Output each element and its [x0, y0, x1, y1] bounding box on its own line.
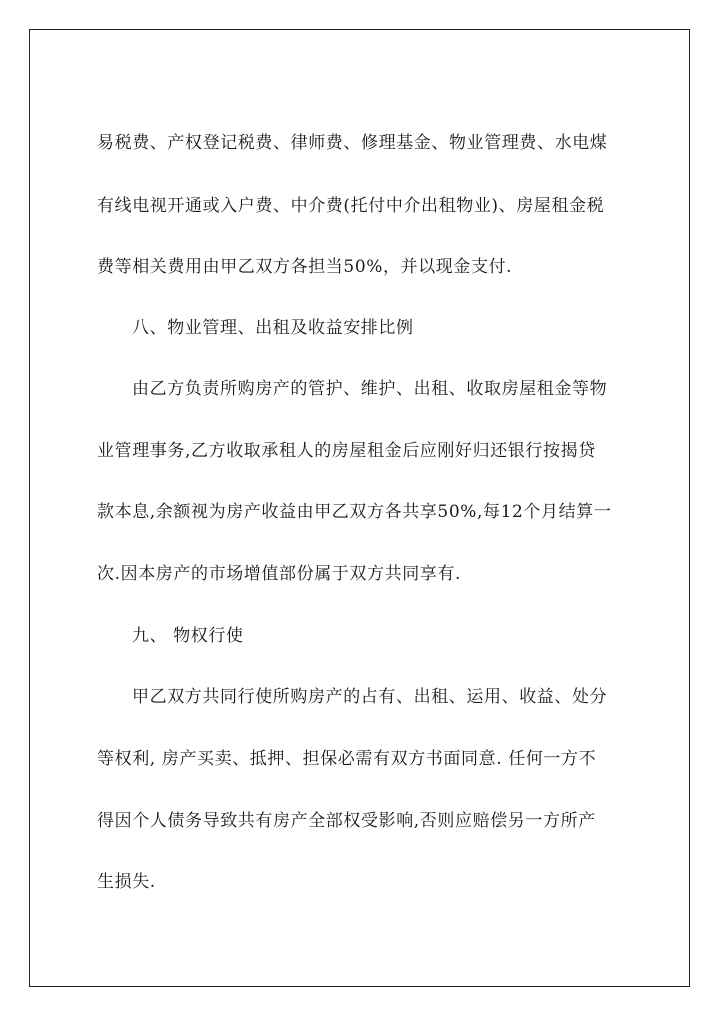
paragraph-line: 生损失. — [97, 872, 156, 892]
paragraph-line: 次.因本房产的市场增值部份属于双方共同享有. — [97, 564, 462, 584]
paragraph-line: 甲乙双方共同行使所购房产的占有、出租、运用、收益、处分 — [132, 687, 608, 707]
paragraph-line: 等权利, 房产买卖、抵押、担保必需有双方书面同意. 任何一方不 — [97, 749, 597, 769]
paragraph-line: 得因个人债务导致共有房产全部权受影响,否则应赔偿另一方所产 — [97, 811, 596, 831]
section-heading-9: 九、 物权行使 — [132, 626, 244, 646]
section-heading-8: 八、物业管理、出租及收益安排比例 — [132, 318, 414, 338]
paragraph-line: 款本息,余额视为房产收益由甲乙双方各共享50%,每12个月结算一 — [97, 502, 612, 522]
paragraph-line: 费等相关费用由甲乙双方各担当50%，并以现金支付. — [97, 257, 513, 277]
paragraph-line: 业管理事务,乙方收取承租人的房屋租金后应刚好归还银行按揭贷 — [97, 441, 596, 461]
paragraph-line: 由乙方负责所购房产的管护、维护、出租、收取房屋租金等物 — [132, 379, 608, 399]
paragraph-line: 有线电视开通或入户费、中介费(托付中介出租物业)、房屋租金税 — [97, 196, 605, 216]
paragraph-line: 易税费、产权登记税费、律师费、修理基金、物业管理费、水电煤 — [97, 133, 608, 153]
